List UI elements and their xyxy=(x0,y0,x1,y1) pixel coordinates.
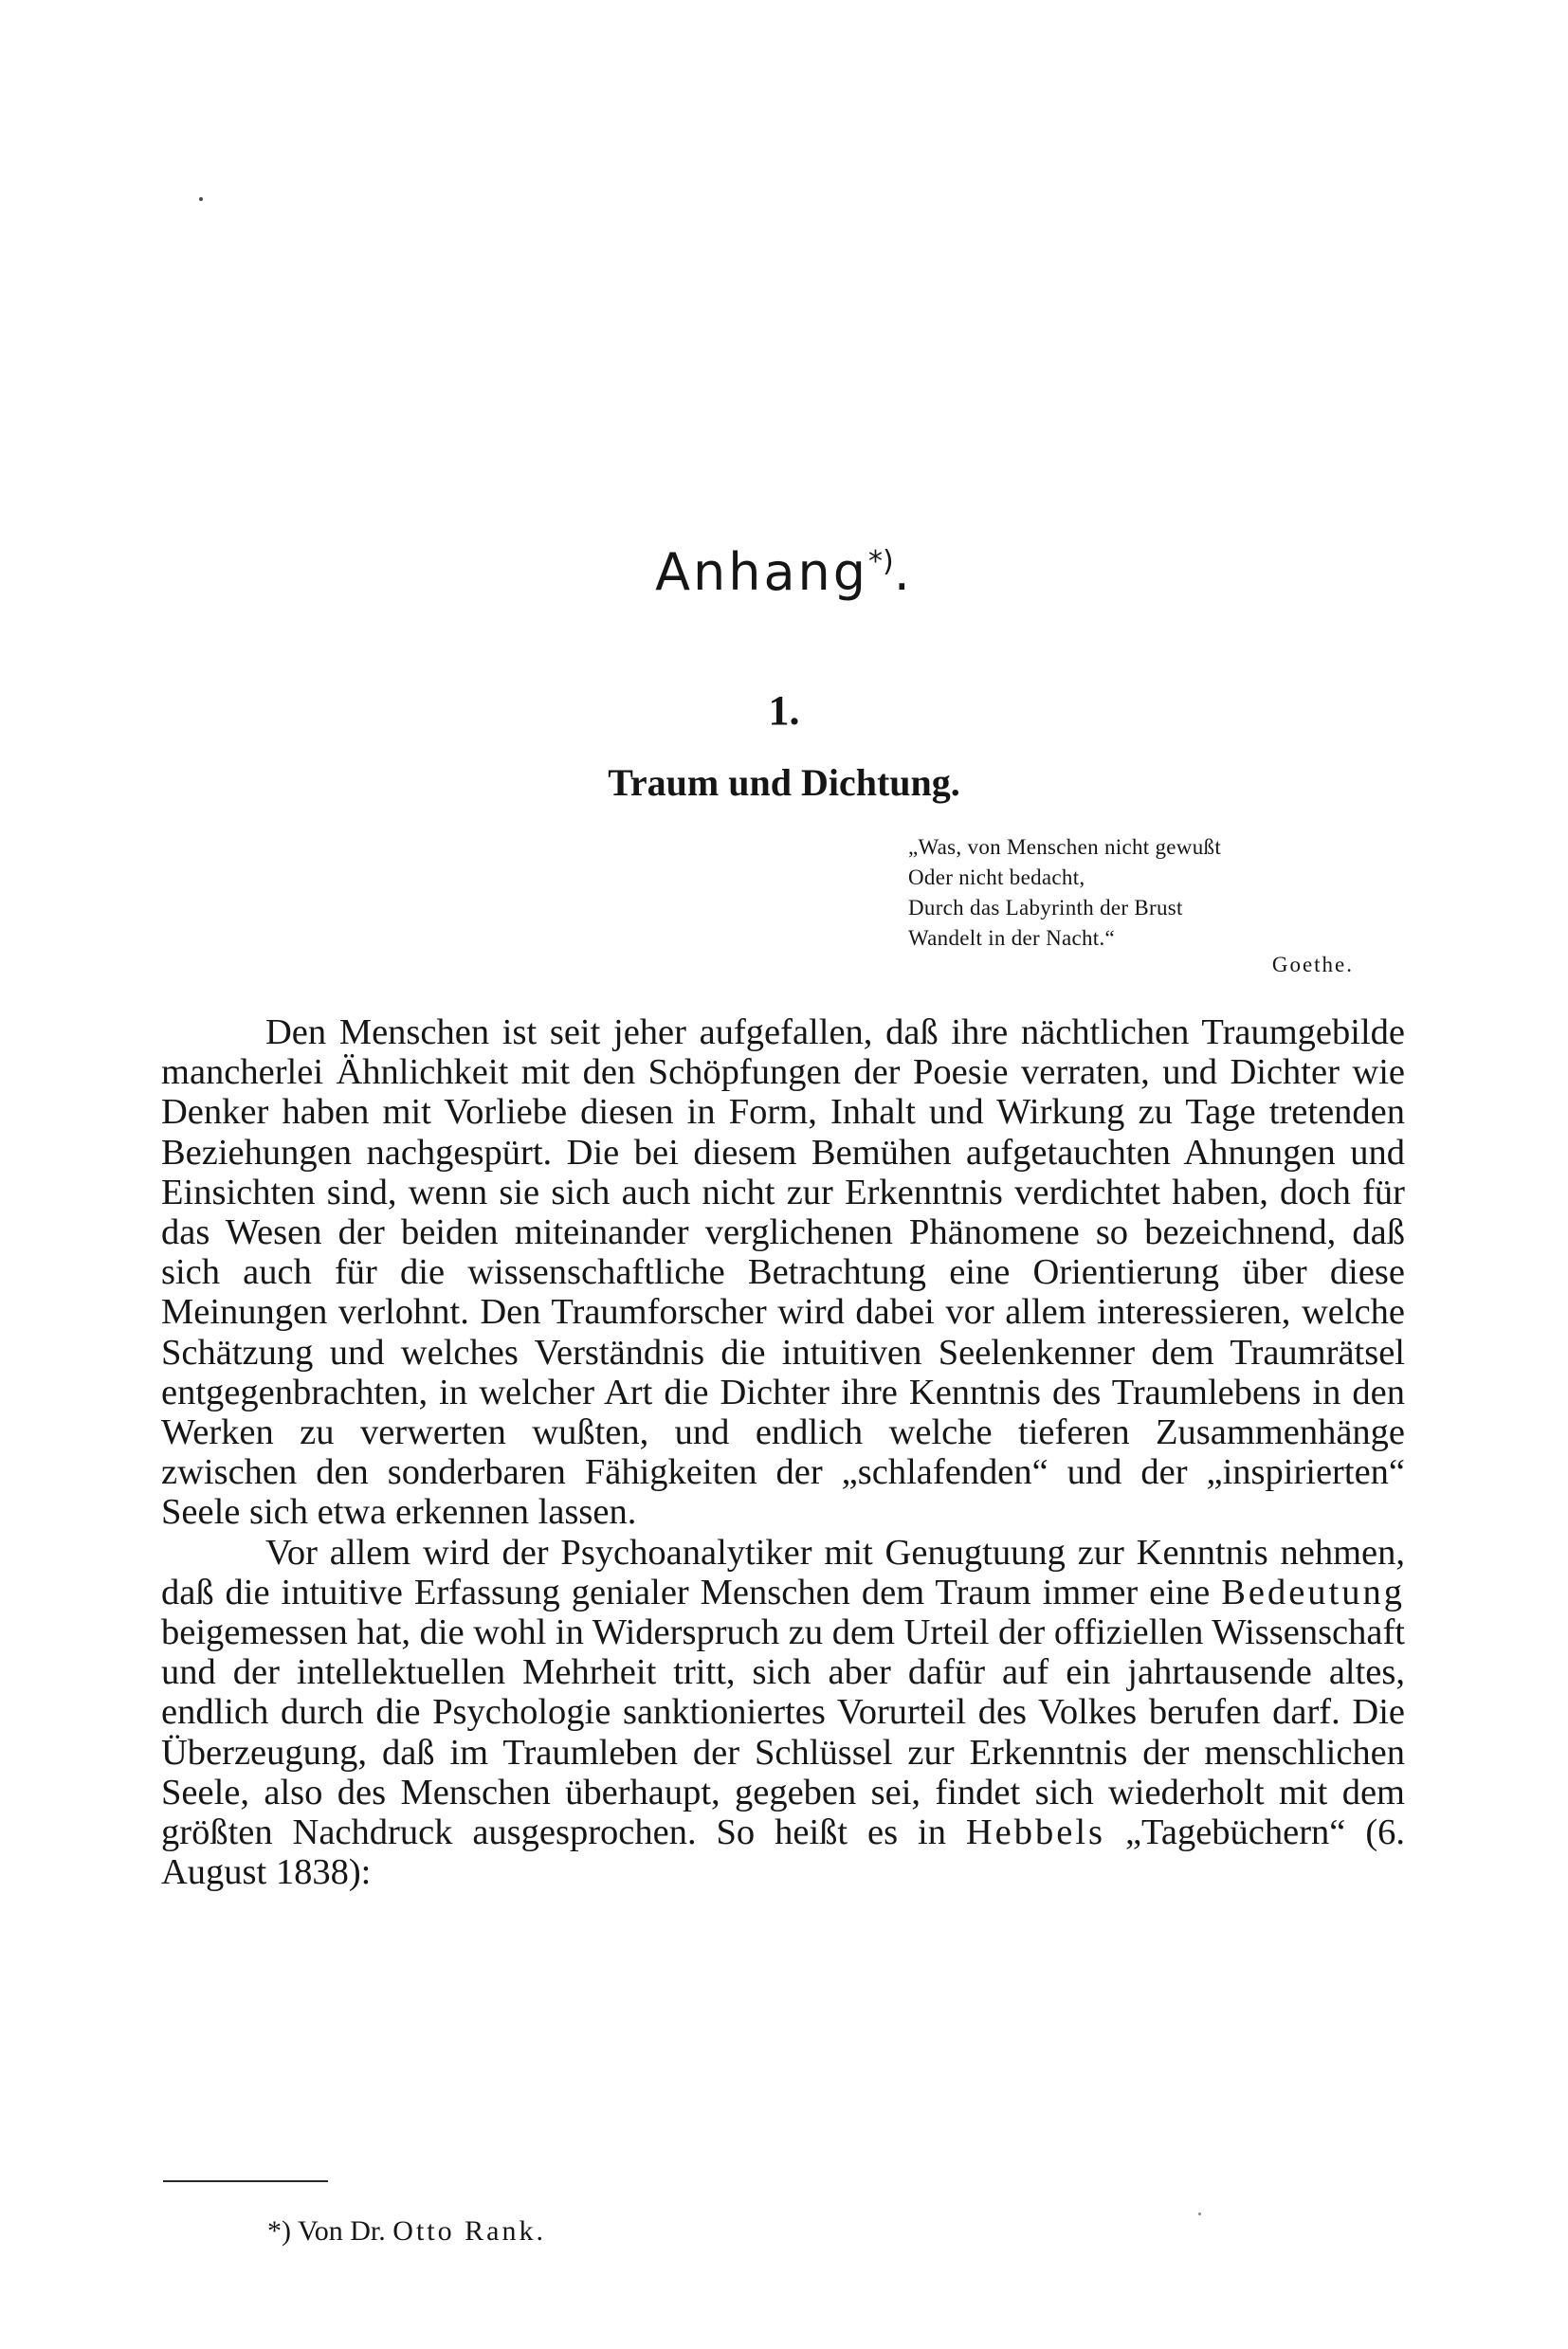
emphasized-name: Hebbels xyxy=(965,1812,1106,1853)
print-speck xyxy=(1198,2212,1201,2215)
appendix-heading xyxy=(0,529,1568,606)
section-title: Traum und Dichtung. xyxy=(608,761,960,804)
motto-line: „Was, von Menschen nicht gewußt xyxy=(908,835,1222,859)
appendix-footnote-mark: *) xyxy=(868,545,894,578)
appendix-heading-text: Anhang xyxy=(655,542,869,602)
paragraph xyxy=(161,1533,1405,1893)
motto-author: Goethe. xyxy=(1271,953,1354,976)
footnote xyxy=(267,2212,546,2250)
motto-line: Durch das Labyrinth der Brust xyxy=(908,896,1183,920)
motto-line: Wandelt in der Nacht.“ xyxy=(908,926,1116,950)
motto-line: Oder nicht bedacht, xyxy=(908,865,1085,889)
footnote-divider xyxy=(163,2180,328,2182)
footnote-prefix: Von Dr. xyxy=(297,2215,386,2247)
footnote-author: Otto Rank. xyxy=(392,2215,546,2247)
paragraph: Den Menschen ist seit jeher aufgefallen, daß ihre nächtlichen Traumgebilde mancherlei Ähnlichkeit mit den Schöpfungen der Poesie verraten, und Dichter wie Denker haben mit Vorliebe diesen in Form, Inhalt und Wirkung zu Tage tretenden Beziehungen nachgespürt. Die bei diesem Bemühen aufgetauchten Ahnungen und Einsichten sind, wenn sie sich auch nicht zur Erkenntnis verdichtet haben, doch für das Wesen der beiden miteinander verglichenen Phänomene so bezeichnend, daß sich auch für die wissenschaftliche Betrachtung eine Orientierung über diese Meinungen verlohnt. Den Traumforscher wird dabei vor allem interessieren, welche Schätzung und welches Verständnis die intuitiven Seelenkenner dem Traumrätsel entgegenbrachten, in welcher Art die Dichter ihre Kenntnis des Traumlebens in den Werken zu verwerten wußten, und endlich welche tieferen Zusammenhänge zwischen den sonderbaren Fähigkeiten der „schlafenden“ und der „inspirierten“ Seele sich etwa erkennen lassen. xyxy=(161,1012,1405,1533)
paragraph-text: beigemessen hat, die wohl in Widerspruch zu dem Urteil der offiziellen Wissenschaft und der intellektuellen Mehrheit tritt, sich aber dafür auf ein jahrtausende altes, endlich durch die Psychologie sanktioniertes Vorurteil des Volkes berufen darf. Die Überzeugung, daß im Traumleben der Schlüssel zur Erkenntnis der menschlichen Seele, also des Menschen überhaupt, gegeben sei, findet sich wiederholt mit dem größten Nachdruck ausgesprochen. So heißt es in xyxy=(161,1612,1405,1853)
section-number: 1. xyxy=(768,687,800,734)
body-text xyxy=(161,1012,1405,1892)
paragraph-text: Vor allem wird der Psychoanalytiker mit Genugtuung zur Kenntnis nehmen, daß die intuitive Erfassung genialer Menschen dem Traum immer eine xyxy=(161,1532,1405,1612)
paragraph-text: „Tagebüchern“ (6. August 1838): xyxy=(161,1812,1406,1893)
appendix-heading-period: . xyxy=(893,542,913,602)
print-speck xyxy=(199,197,203,201)
emphasized-word: Bedeutung xyxy=(1221,1572,1406,1612)
motto-quote xyxy=(908,832,1363,980)
footnote-mark: *) xyxy=(267,2215,291,2247)
